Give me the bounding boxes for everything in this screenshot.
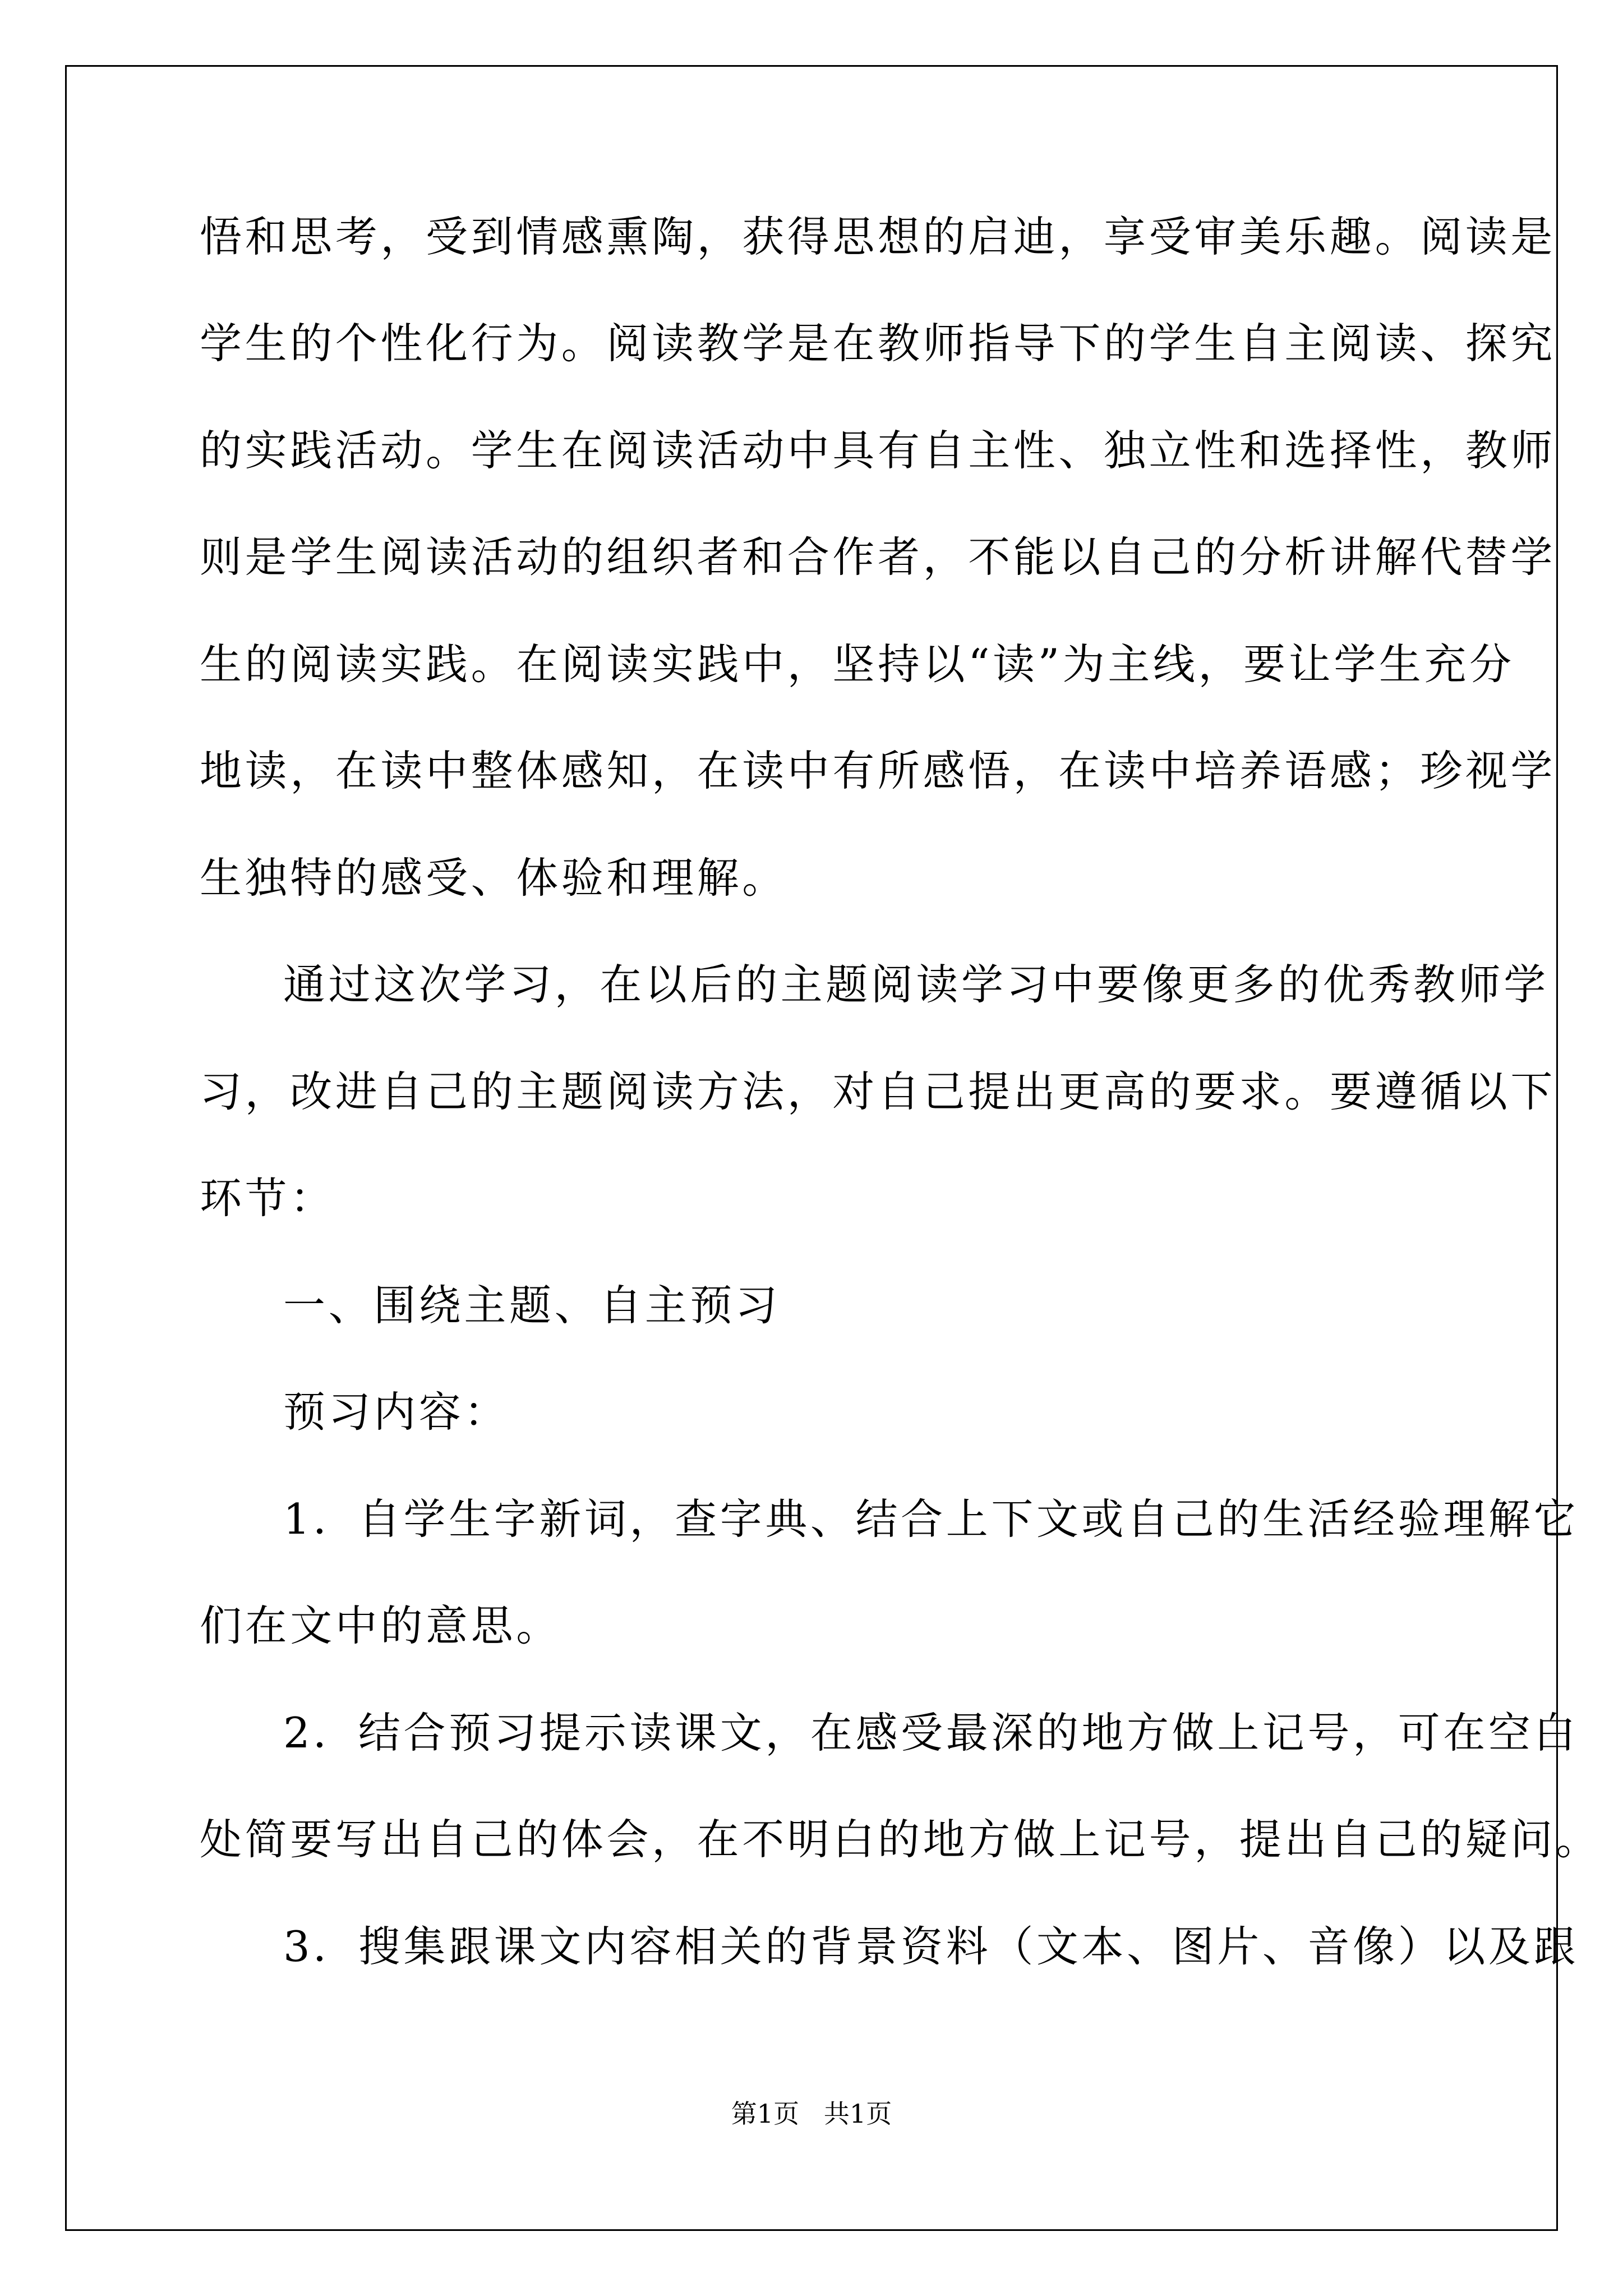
body-text-line: 悟和思考，受到情感熏陶，获得思想的启迪，享受审美乐趣。阅读是: [200, 212, 1556, 261]
body-text-line: 通过这次学习，在以后的主题阅读学习中要像更多的优秀教师学: [283, 960, 1549, 1009]
body-text-line: 生独特的感受、体验和理解。: [200, 853, 787, 903]
page-number-footer: 第1页 共1页: [731, 2099, 892, 2129]
page-border: [65, 65, 1558, 2231]
body-text-line: 习，改进自己的主题阅读方法，对自己提出更高的要求。要遵循以下: [200, 1067, 1556, 1116]
body-text-line: 的实践活动。学生在阅读活动中具有自主性、独立性和选择性，教师: [200, 426, 1556, 475]
body-text-line: 地读，在读中整体感知，在读中有所感悟，在读中培养语感；珍视学: [200, 746, 1556, 795]
list-item-1-line: 们在文中的意思。: [200, 1601, 561, 1650]
body-text-line: 预习内容：: [283, 1387, 510, 1437]
list-item-2-line: 2．结合预习提示读课文，在感受最深的地方做上记号，可在空白: [283, 1708, 1579, 1757]
body-text-line: 则是学生阅读活动的组织者和合作者，不能以自己的分析讲解代替学: [200, 532, 1556, 582]
body-text-line: 学生的个性化行为。阅读教学是在教师指导下的学生自主阅读、探究: [200, 319, 1556, 368]
list-item-1-line: 1．自学生字新词，查字典、结合上下文或自己的生活经验理解它: [283, 1494, 1579, 1544]
body-text-line: 环节：: [200, 1174, 335, 1223]
list-item-2-line: 处简要写出自己的体会，在不明白的地方做上记号，提出自己的疑问。: [200, 1815, 1601, 1864]
section-heading: 一、围绕主题、自主预习: [283, 1281, 781, 1330]
body-text-line: 生的阅读实践。在阅读实践中，坚持以“读”为主线，要让学生充分: [200, 639, 1515, 689]
list-item-3-line: 3．搜集跟课文内容相关的背景资料（文本、图片、音像）以及跟: [283, 1922, 1579, 1971]
